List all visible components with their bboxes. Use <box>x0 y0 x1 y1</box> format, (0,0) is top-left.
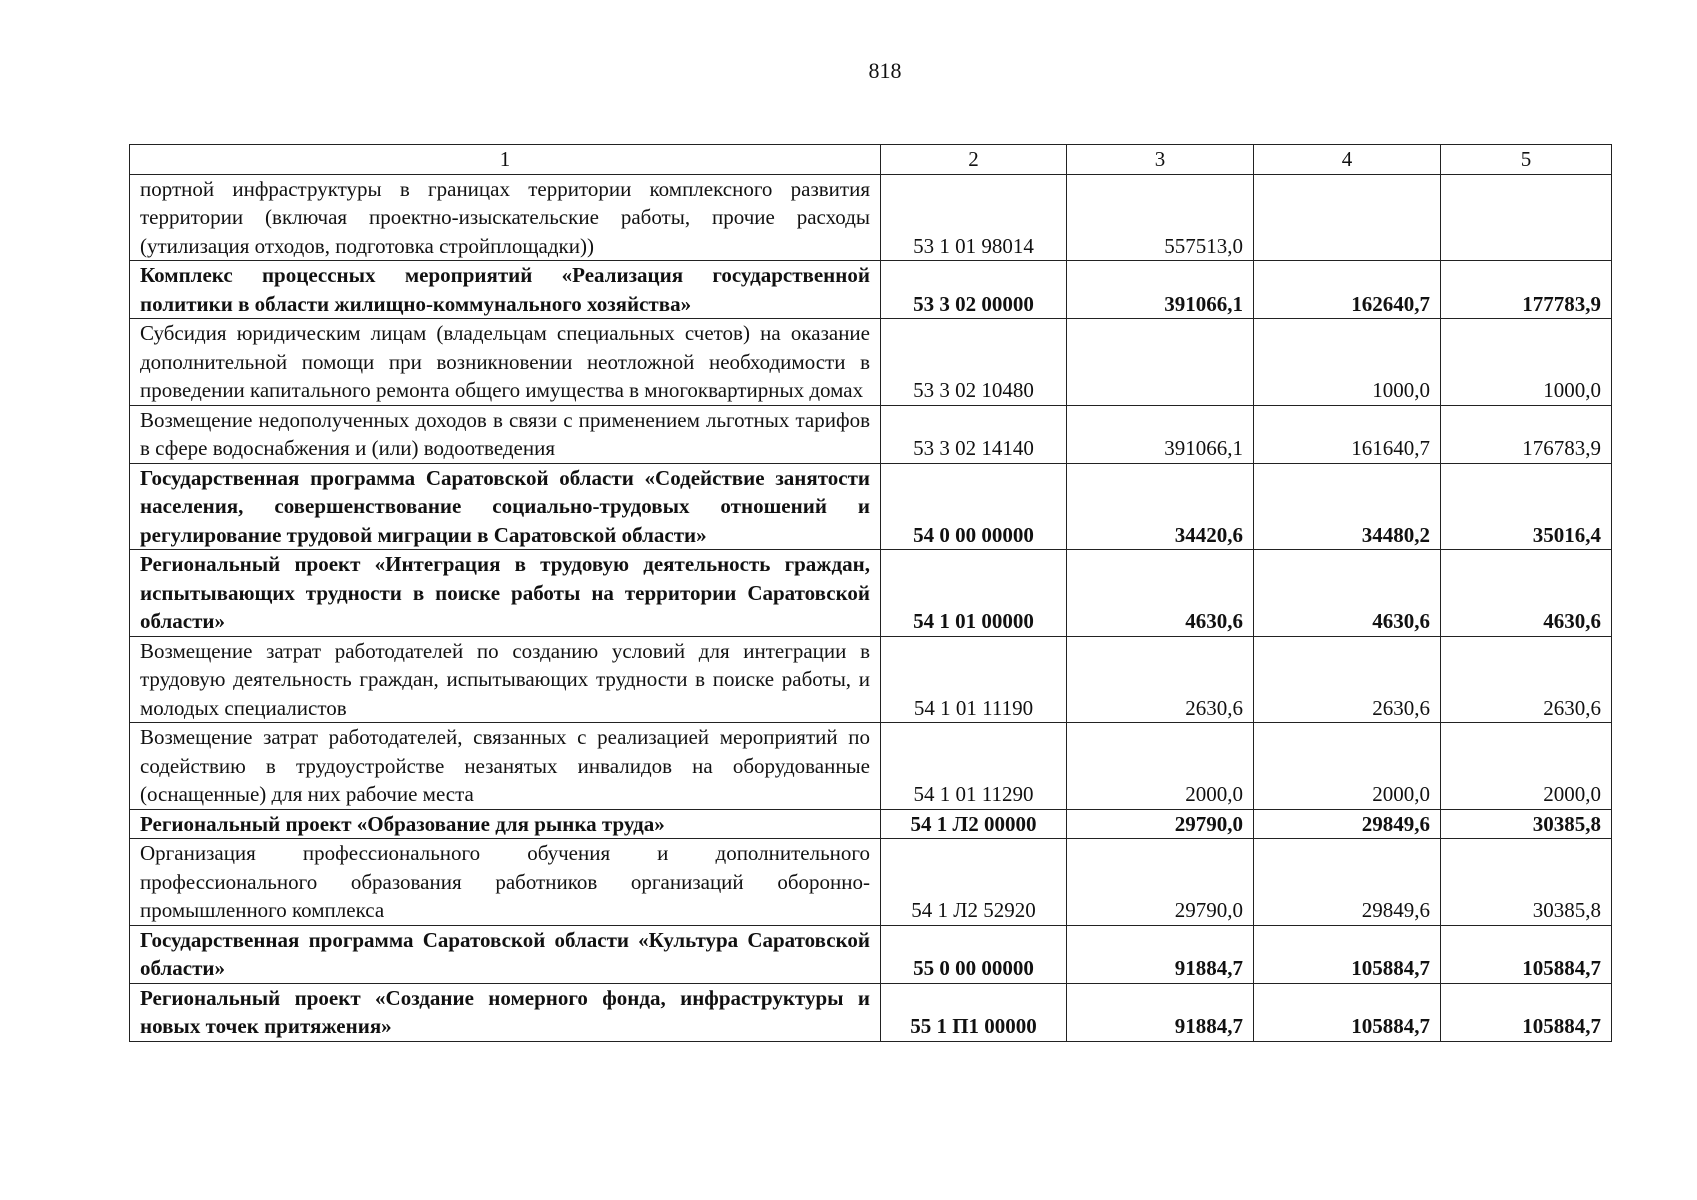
budget-table <box>129 144 1612 1042</box>
column-header-3: 3 <box>1067 145 1254 175</box>
row-value-col3: 91884,7 <box>1067 983 1254 1041</box>
page-number: 818 <box>868 58 902 83</box>
row-value-col4: 105884,7 <box>1254 983 1441 1041</box>
row-value-col3: 91884,7 <box>1067 925 1254 983</box>
table-row <box>130 839 1612 926</box>
row-name-cell: Возмещение затрат работодателей, связанных с реализацией мероприятий по содействию в трудоустройстве незанятых инвалидов на оборудованные (оснащенные) для них рабочие места <box>130 723 881 810</box>
row-name-cell: Организация профессионального обучения и дополнительного профессионального образования работников организаций оборонно-промышленного комплекса <box>130 839 881 926</box>
table-row <box>130 809 1612 839</box>
row-code-cell: 54 1 01 11290 <box>881 723 1067 810</box>
row-value-col5: 177783,9 <box>1441 261 1612 319</box>
row-code-cell: 54 0 00 00000 <box>881 463 1067 550</box>
row-name-cell: портной инфраструктуры в границах территории комплексного развития территории (включая проектно-изыскательские работы, прочие расходы (утилизация отходов, подготовка стройплощадки)) <box>130 174 881 261</box>
row-value-col3: 557513,0 <box>1067 174 1254 261</box>
table-row <box>130 319 1612 406</box>
row-value-col4: 29849,6 <box>1254 839 1441 926</box>
table-body <box>130 174 1612 1041</box>
column-header-5: 5 <box>1441 145 1612 175</box>
row-value-col5: 105884,7 <box>1441 925 1612 983</box>
column-header-4: 4 <box>1254 145 1441 175</box>
row-code-cell: 53 3 02 10480 <box>881 319 1067 406</box>
row-code-cell: 55 1 П1 00000 <box>881 983 1067 1041</box>
row-value-col5: 2000,0 <box>1441 723 1612 810</box>
row-name-cell: Государственная программа Саратовской области «Культура Саратовской области» <box>130 925 881 983</box>
table-row <box>130 463 1612 550</box>
row-value-col5: 105884,7 <box>1441 983 1612 1041</box>
row-value-col4: 2630,6 <box>1254 636 1441 723</box>
row-value-col5: 176783,9 <box>1441 405 1612 463</box>
row-value-col4: 4630,6 <box>1254 550 1441 637</box>
row-value-col4: 105884,7 <box>1254 925 1441 983</box>
row-value-col5: 30385,8 <box>1441 839 1612 926</box>
row-value-col5: 4630,6 <box>1441 550 1612 637</box>
row-value-col4: 34480,2 <box>1254 463 1441 550</box>
row-code-cell: 54 1 01 11190 <box>881 636 1067 723</box>
row-code-cell: 53 3 02 00000 <box>881 261 1067 319</box>
row-value-col3: 2630,6 <box>1067 636 1254 723</box>
row-value-col3: 4630,6 <box>1067 550 1254 637</box>
column-header-2: 2 <box>881 145 1067 175</box>
row-value-col5 <box>1441 174 1612 261</box>
table-row <box>130 636 1612 723</box>
row-code-cell: 53 1 01 98014 <box>881 174 1067 261</box>
row-code-cell: 54 1 Л2 52920 <box>881 839 1067 926</box>
row-name-cell: Возмещение недополученных доходов в связи с применением льготных тарифов в сфере водоснабжения и (или) водоотведения <box>130 405 881 463</box>
row-value-col5: 2630,6 <box>1441 636 1612 723</box>
row-name-cell: Региональный проект «Интеграция в трудовую деятельность граждан, испытывающих трудности в поиске работы на территории Саратовской области» <box>130 550 881 637</box>
table-row <box>130 405 1612 463</box>
row-name-cell: Государственная программа Саратовской области «Содействие занятости населения, совершенствование социально-трудовых отношений и регулирование трудовой миграции в Саратовской области» <box>130 463 881 550</box>
row-value-col3 <box>1067 319 1254 406</box>
row-code-cell: 55 0 00 00000 <box>881 925 1067 983</box>
row-name-cell: Региональный проект «Создание номерного фонда, инфраструктуры и новых точек притяжения» <box>130 983 881 1041</box>
row-name-cell: Возмещение затрат работодателей по созданию условий для интеграции в трудовую деятельность граждан, испытывающих трудности в поиске работы, и молодых специалистов <box>130 636 881 723</box>
table-header-row <box>130 145 1612 175</box>
table-row <box>130 550 1612 637</box>
row-value-col5: 35016,4 <box>1441 463 1612 550</box>
table-row <box>130 723 1612 810</box>
column-header-1: 1 <box>130 145 881 175</box>
row-value-col3: 29790,0 <box>1067 839 1254 926</box>
row-value-col4: 29849,6 <box>1254 809 1441 839</box>
table-row <box>130 261 1612 319</box>
row-name-cell: Комплекс процессных мероприятий «Реализация государственной политики в области жилищно-коммунального хозяйства» <box>130 261 881 319</box>
table-row <box>130 925 1612 983</box>
row-value-col3: 34420,6 <box>1067 463 1254 550</box>
row-value-col4: 2000,0 <box>1254 723 1441 810</box>
row-value-col5: 30385,8 <box>1441 809 1612 839</box>
row-value-col4 <box>1254 174 1441 261</box>
row-value-col4: 162640,7 <box>1254 261 1441 319</box>
row-code-cell: 54 1 01 00000 <box>881 550 1067 637</box>
row-code-cell: 54 1 Л2 00000 <box>881 809 1067 839</box>
row-name-cell: Региональный проект «Образование для рынка труда» <box>130 809 881 839</box>
row-value-col3: 2000,0 <box>1067 723 1254 810</box>
row-value-col3: 29790,0 <box>1067 809 1254 839</box>
row-value-col3: 391066,1 <box>1067 261 1254 319</box>
table-row <box>130 174 1612 261</box>
row-value-col4: 1000,0 <box>1254 319 1441 406</box>
row-value-col4: 161640,7 <box>1254 405 1441 463</box>
row-value-col5: 1000,0 <box>1441 319 1612 406</box>
table-row <box>130 983 1612 1041</box>
row-value-col3: 391066,1 <box>1067 405 1254 463</box>
row-name-cell: Субсидия юридическим лицам (владельцам специальных счетов) на оказание дополнительной помощи при возникновении неотложной необходимости в проведении капитального ремонта общего имущества в многоквартирных домах <box>130 319 881 406</box>
row-code-cell: 53 3 02 14140 <box>881 405 1067 463</box>
